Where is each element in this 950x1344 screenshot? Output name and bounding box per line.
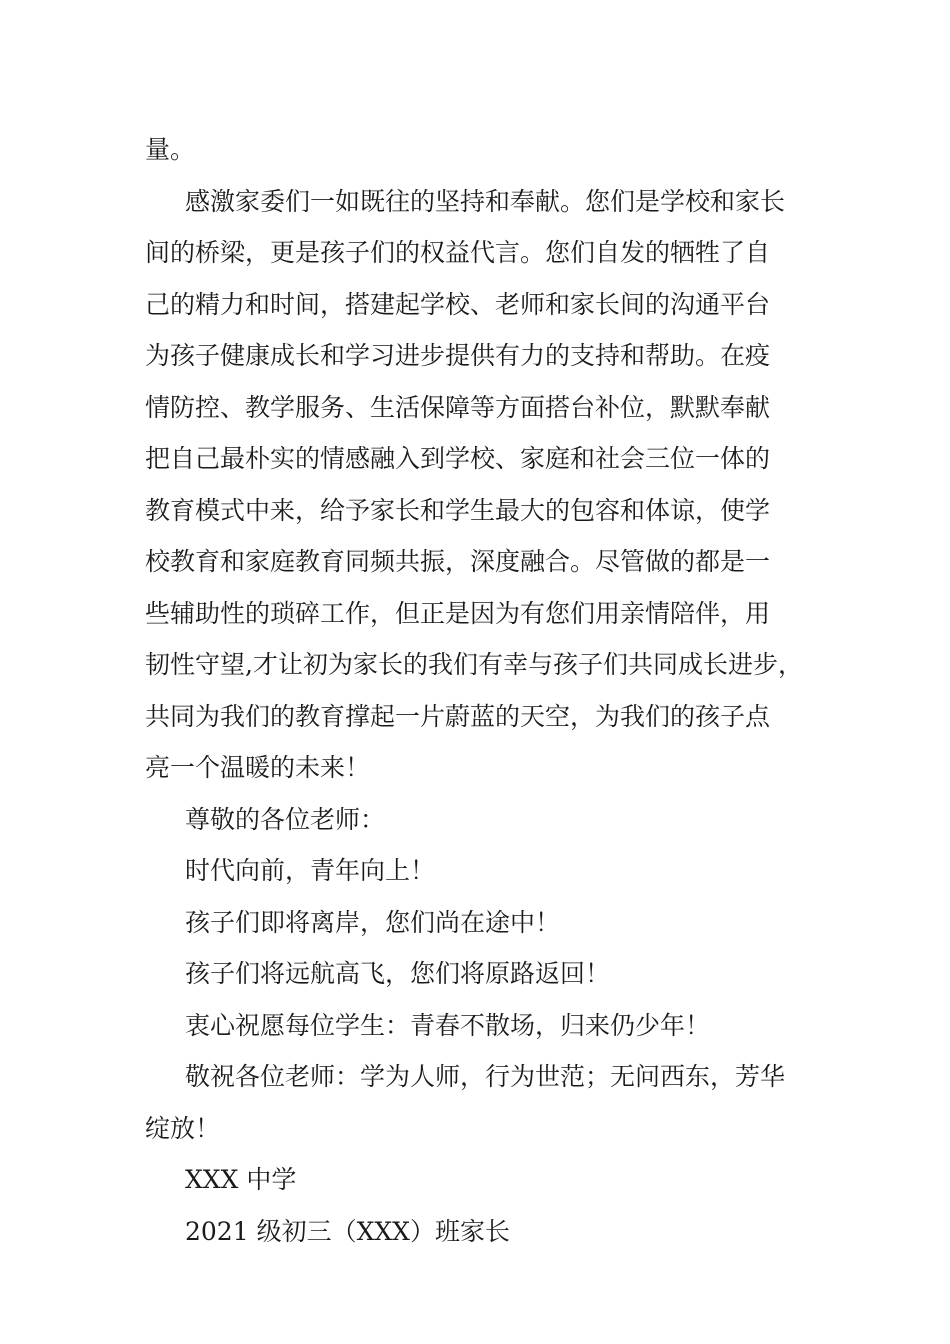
text-line: 共同为我们的教育撑起一片蔚蓝的天空，为我们的孩子点 xyxy=(145,701,771,731)
salutation-line: 尊敬的各位老师： xyxy=(185,804,386,834)
text-line: 间的桥梁，更是孩子们的权益代言。您们自发的牺牲了自 xyxy=(145,238,771,267)
text-line: 教育模式中来，给予家长和学生最大的包容和体谅，使学 xyxy=(145,495,771,525)
text-line: 把自己最朴实的情感融入到学校、家庭和社会三位一体的 xyxy=(145,444,771,473)
text-line: 己的精力和时间，搭建起学校、老师和家长间的沟通平台 xyxy=(145,289,771,319)
text-line: 孩子们将远航高飞，您们将原路返回！ xyxy=(185,959,611,988)
text-line: 衷心祝愿每位学生：青春不散场，归来仍少年！ xyxy=(185,1010,711,1040)
text-line: 情防控、教学服务、生活保障等方面搭台补位，默默奉献 xyxy=(145,392,771,422)
text-line: 韧性守望,才让初为家长的我们有幸与孩子们共同成长进步， xyxy=(145,650,803,679)
text-line: 些辅助性的琐碎工作，但正是因为有您们用亲情陪伴，用 xyxy=(145,598,771,628)
text-line: 敬祝各位老师：学为人师，行为世范；无问西东，芳华 xyxy=(185,1062,786,1091)
text-line: 校教育和家庭教育同频共振，深度融合。尽管做的都是一 xyxy=(145,547,771,576)
signature-class: 2021 级初三（XXX）班家长 xyxy=(185,1216,510,1246)
text-line: 为孩子健康成长和学习进步提供有力的支持和帮助。在疫 xyxy=(145,341,771,370)
text-line: 感激家委们一如既往的坚持和奉献。您们是学校和家长 xyxy=(185,186,786,216)
text-line: 孩子们即将离岸，您们尚在途中！ xyxy=(185,907,561,937)
signature-school: XXX 中学 xyxy=(185,1165,297,1194)
text-line: 绽放！ xyxy=(145,1113,221,1143)
text-line: 时代向前，青年向上！ xyxy=(185,856,436,885)
letter-body xyxy=(145,124,825,1257)
text-line: 亮一个温暖的未来！ xyxy=(145,753,371,782)
text-line: 量。 xyxy=(145,135,196,164)
